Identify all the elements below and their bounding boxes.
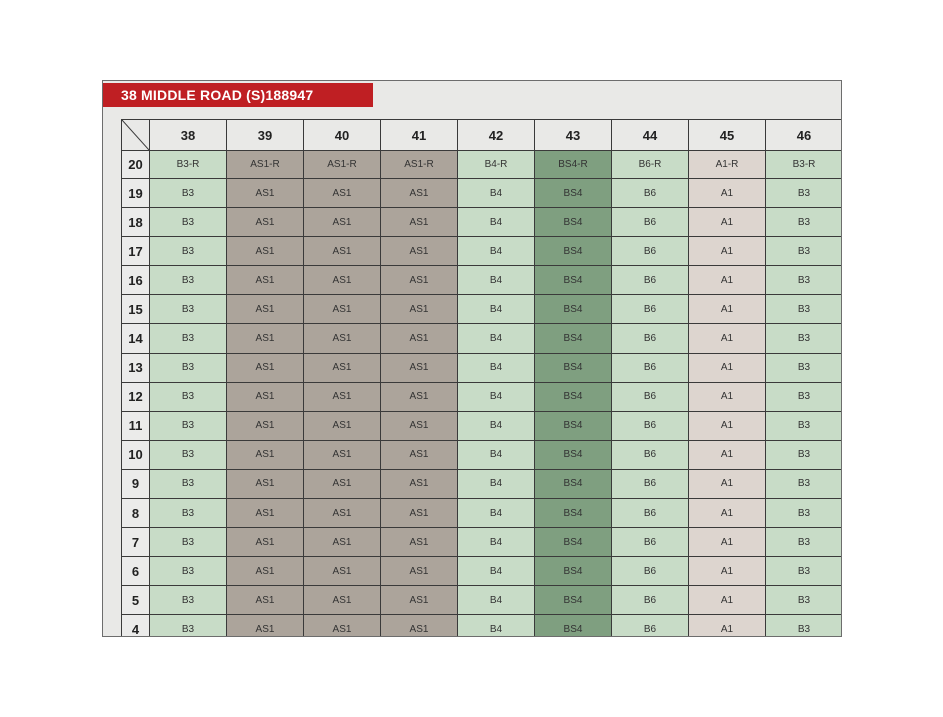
floor-label: 18 (122, 208, 150, 237)
floor-label: 8 (122, 499, 150, 528)
unit-type-cell: AS1 (304, 586, 381, 615)
unit-type-cell: B3 (150, 440, 227, 469)
unit-type-cell: B3 (766, 469, 843, 498)
unit-type-cell: AS1 (381, 179, 458, 208)
table-row (122, 440, 843, 469)
floor-label: 12 (122, 382, 150, 411)
unit-type-cell: AS1 (381, 295, 458, 324)
table-row (122, 266, 843, 295)
unit-type-cell: A1 (689, 615, 766, 637)
unit-type-cell: B3 (150, 557, 227, 586)
unit-type-cell: BS4 (535, 266, 612, 295)
unit-type-cell: AS1 (381, 499, 458, 528)
unit-type-cell: AS1 (304, 615, 381, 637)
unit-type-cell: A1 (689, 208, 766, 237)
unit-type-cell: B3 (150, 528, 227, 557)
floor-label: 16 (122, 266, 150, 295)
table-row (122, 469, 843, 498)
unit-type-cell: BS4-R (535, 151, 612, 179)
unit-type-cell: B4 (458, 469, 535, 498)
unit-type-cell: AS1 (227, 440, 304, 469)
unit-type-cell: A1 (689, 353, 766, 382)
unit-type-cell: B3-R (150, 151, 227, 179)
unit-type-cell: AS1 (227, 266, 304, 295)
unit-type-cell: B3 (150, 411, 227, 440)
unit-type-cell: B6 (612, 411, 689, 440)
floor-label: 14 (122, 324, 150, 353)
unit-type-cell: AS1 (304, 295, 381, 324)
unit-type-cell: B3 (766, 615, 843, 637)
floor-label: 19 (122, 179, 150, 208)
unit-type-cell: BS4 (535, 440, 612, 469)
floor-label: 4 (122, 615, 150, 637)
table-row (122, 237, 843, 266)
table-row (122, 295, 843, 324)
header-row (122, 120, 843, 151)
unit-type-cell: B4 (458, 295, 535, 324)
unit-type-cell: A1 (689, 586, 766, 615)
unit-type-cell: B4 (458, 237, 535, 266)
unit-type-cell: A1 (689, 469, 766, 498)
unit-type-cell: AS1 (304, 208, 381, 237)
unit-type-cell: AS1 (227, 208, 304, 237)
unit-type-cell: B4 (458, 557, 535, 586)
diagonal-divider-icon (122, 120, 149, 150)
table-row (122, 324, 843, 353)
floor-label: 10 (122, 440, 150, 469)
unit-type-cell: AS1 (304, 469, 381, 498)
unit-type-cell: AS1 (227, 499, 304, 528)
unit-type-cell: B3 (150, 586, 227, 615)
unit-type-cell: B4 (458, 586, 535, 615)
unit-type-cell: B3 (766, 440, 843, 469)
unit-type-cell: AS1 (227, 295, 304, 324)
unit-type-cell: B3 (150, 295, 227, 324)
unit-type-cell: B6-R (612, 151, 689, 179)
unit-type-cell: AS1 (381, 586, 458, 615)
unit-type-cell: A1 (689, 382, 766, 411)
unit-type-cell: AS1 (304, 382, 381, 411)
unit-type-cell: AS1 (304, 499, 381, 528)
table-row (122, 382, 843, 411)
unit-type-cell: AS1 (381, 237, 458, 266)
unit-type-cell: A1 (689, 237, 766, 266)
unit-type-cell: B3 (766, 237, 843, 266)
unit-type-cell: BS4 (535, 499, 612, 528)
corner-cell (122, 120, 150, 151)
floor-label: 7 (122, 528, 150, 557)
unit-type-cell: A1 (689, 528, 766, 557)
table-row (122, 179, 843, 208)
unit-type-cell: AS1 (304, 237, 381, 266)
unit-type-cell: B6 (612, 208, 689, 237)
table-row (122, 586, 843, 615)
unit-type-cell: AS1 (381, 615, 458, 637)
unit-type-cell: B3 (150, 353, 227, 382)
unit-type-cell: AS1 (381, 528, 458, 557)
unit-type-cell: AS1 (227, 469, 304, 498)
unit-type-cell: AS1 (227, 179, 304, 208)
unit-type-cell: B4 (458, 411, 535, 440)
unit-type-cell: BS4 (535, 382, 612, 411)
unit-type-cell: B3 (766, 208, 843, 237)
unit-type-cell: B3 (150, 469, 227, 498)
unit-type-cell: AS1-R (304, 151, 381, 179)
unit-type-cell: B4 (458, 324, 535, 353)
unit-type-cell: B4 (458, 440, 535, 469)
unit-type-cell: B3-R (766, 151, 843, 179)
unit-type-cell: B4 (458, 179, 535, 208)
table-row (122, 353, 843, 382)
unit-type-cell: B3 (766, 499, 843, 528)
unit-type-cell: BS4 (535, 586, 612, 615)
unit-type-cell: AS1 (227, 324, 304, 353)
unit-type-cell: AS1 (381, 411, 458, 440)
unit-type-cell: AS1 (227, 411, 304, 440)
unit-type-cell: AS1-R (381, 151, 458, 179)
unit-type-cell: BS4 (535, 295, 612, 324)
column-header: 39 (227, 120, 304, 151)
unit-type-cell: B6 (612, 295, 689, 324)
unit-type-cell: B6 (612, 440, 689, 469)
unit-type-cell: BS4 (535, 411, 612, 440)
unit-type-cell: B3 (150, 615, 227, 637)
unit-type-cell: AS1 (304, 179, 381, 208)
unit-type-cell: B3 (766, 179, 843, 208)
unit-type-cell: BS4 (535, 237, 612, 266)
unit-type-cell: B3 (150, 324, 227, 353)
table-row (122, 615, 843, 637)
unit-type-cell: BS4 (535, 528, 612, 557)
unit-type-cell: B4 (458, 353, 535, 382)
floor-label: 20 (122, 151, 150, 179)
unit-type-cell: B3 (766, 528, 843, 557)
unit-type-cell: AS1 (381, 440, 458, 469)
unit-type-cell: AS1 (381, 469, 458, 498)
page-title: 38 MIDDLE ROAD (S)188947 (103, 83, 373, 107)
unit-type-cell: B6 (612, 237, 689, 266)
unit-type-cell: AS1 (227, 382, 304, 411)
unit-type-cell: B6 (612, 499, 689, 528)
column-header: 44 (612, 120, 689, 151)
unit-type-cell: AS1 (304, 324, 381, 353)
unit-type-cell: AS1 (227, 615, 304, 637)
unit-type-cell: B4 (458, 499, 535, 528)
unit-type-cell: B6 (612, 266, 689, 295)
floor-label: 11 (122, 411, 150, 440)
unit-type-cell: B6 (612, 586, 689, 615)
unit-type-cell: B3 (766, 353, 843, 382)
unit-type-cell: A1-R (689, 151, 766, 179)
unit-type-cell: AS1 (227, 237, 304, 266)
unit-type-cell: BS4 (535, 557, 612, 586)
unit-type-cell: B3 (766, 266, 843, 295)
unit-type-cell: BS4 (535, 615, 612, 637)
unit-chart-panel (102, 80, 842, 637)
unit-type-cell: AS1 (227, 528, 304, 557)
unit-type-cell: A1 (689, 179, 766, 208)
unit-type-cell: B4 (458, 615, 535, 637)
unit-type-cell: B3 (766, 324, 843, 353)
unit-type-cell: AS1 (381, 324, 458, 353)
unit-type-cell: BS4 (535, 324, 612, 353)
unit-type-cell: B3 (150, 179, 227, 208)
column-header: 42 (458, 120, 535, 151)
unit-type-cell: A1 (689, 324, 766, 353)
unit-type-cell: AS1 (304, 557, 381, 586)
unit-type-cell: AS1 (304, 353, 381, 382)
table-row (122, 499, 843, 528)
table-row (122, 411, 843, 440)
unit-type-cell: A1 (689, 295, 766, 324)
unit-type-cell: AS1 (304, 266, 381, 295)
unit-type-cell: B4 (458, 528, 535, 557)
unit-type-cell: B3 (150, 237, 227, 266)
floor-label: 5 (122, 586, 150, 615)
floor-label: 13 (122, 353, 150, 382)
unit-type-cell: AS1 (227, 557, 304, 586)
unit-type-cell: AS1 (227, 586, 304, 615)
column-header: 41 (381, 120, 458, 151)
unit-type-cell: B6 (612, 557, 689, 586)
column-header: 45 (689, 120, 766, 151)
unit-type-cell: AS1 (381, 208, 458, 237)
unit-type-cell: B6 (612, 469, 689, 498)
unit-type-cell: B4 (458, 382, 535, 411)
unit-type-cell: AS1-R (227, 151, 304, 179)
unit-type-cell: BS4 (535, 179, 612, 208)
unit-type-cell: A1 (689, 499, 766, 528)
unit-type-cell: B3 (150, 382, 227, 411)
unit-type-cell: A1 (689, 266, 766, 295)
unit-type-cell: AS1 (381, 382, 458, 411)
unit-type-cell: B3 (766, 586, 843, 615)
table-row (122, 208, 843, 237)
unit-type-cell: AS1 (304, 440, 381, 469)
column-header: 43 (535, 120, 612, 151)
unit-type-cell: A1 (689, 557, 766, 586)
unit-type-cell: B3 (150, 499, 227, 528)
unit-type-cell: B6 (612, 528, 689, 557)
unit-type-cell: B4-R (458, 151, 535, 179)
unit-type-cell: B4 (458, 208, 535, 237)
unit-table (121, 119, 842, 637)
table-row (122, 151, 843, 179)
unit-type-cell: BS4 (535, 469, 612, 498)
unit-type-cell: AS1 (304, 411, 381, 440)
floor-label: 17 (122, 237, 150, 266)
column-header: 38 (150, 120, 227, 151)
unit-type-cell: B3 (766, 382, 843, 411)
table-row (122, 557, 843, 586)
floor-label: 15 (122, 295, 150, 324)
unit-type-cell: B3 (766, 295, 843, 324)
column-header: 46 (766, 120, 843, 151)
unit-type-cell: B3 (766, 557, 843, 586)
unit-type-cell: A1 (689, 411, 766, 440)
floor-label: 6 (122, 557, 150, 586)
unit-type-cell: AS1 (381, 266, 458, 295)
unit-type-cell: AS1 (381, 353, 458, 382)
unit-type-cell: AS1 (304, 528, 381, 557)
table-row (122, 528, 843, 557)
unit-type-cell: B3 (150, 208, 227, 237)
floor-label: 9 (122, 469, 150, 498)
table-body (122, 151, 843, 638)
unit-type-cell: B6 (612, 382, 689, 411)
unit-type-cell: AS1 (227, 353, 304, 382)
unit-type-cell: AS1 (381, 557, 458, 586)
unit-type-cell: A1 (689, 440, 766, 469)
unit-type-cell: B6 (612, 179, 689, 208)
unit-type-cell: B4 (458, 266, 535, 295)
unit-type-cell: B3 (766, 411, 843, 440)
unit-type-cell: B6 (612, 353, 689, 382)
unit-type-cell: B3 (150, 266, 227, 295)
unit-type-cell: BS4 (535, 208, 612, 237)
unit-type-cell: B6 (612, 324, 689, 353)
unit-type-cell: B6 (612, 615, 689, 637)
column-header: 40 (304, 120, 381, 151)
unit-type-cell: BS4 (535, 353, 612, 382)
